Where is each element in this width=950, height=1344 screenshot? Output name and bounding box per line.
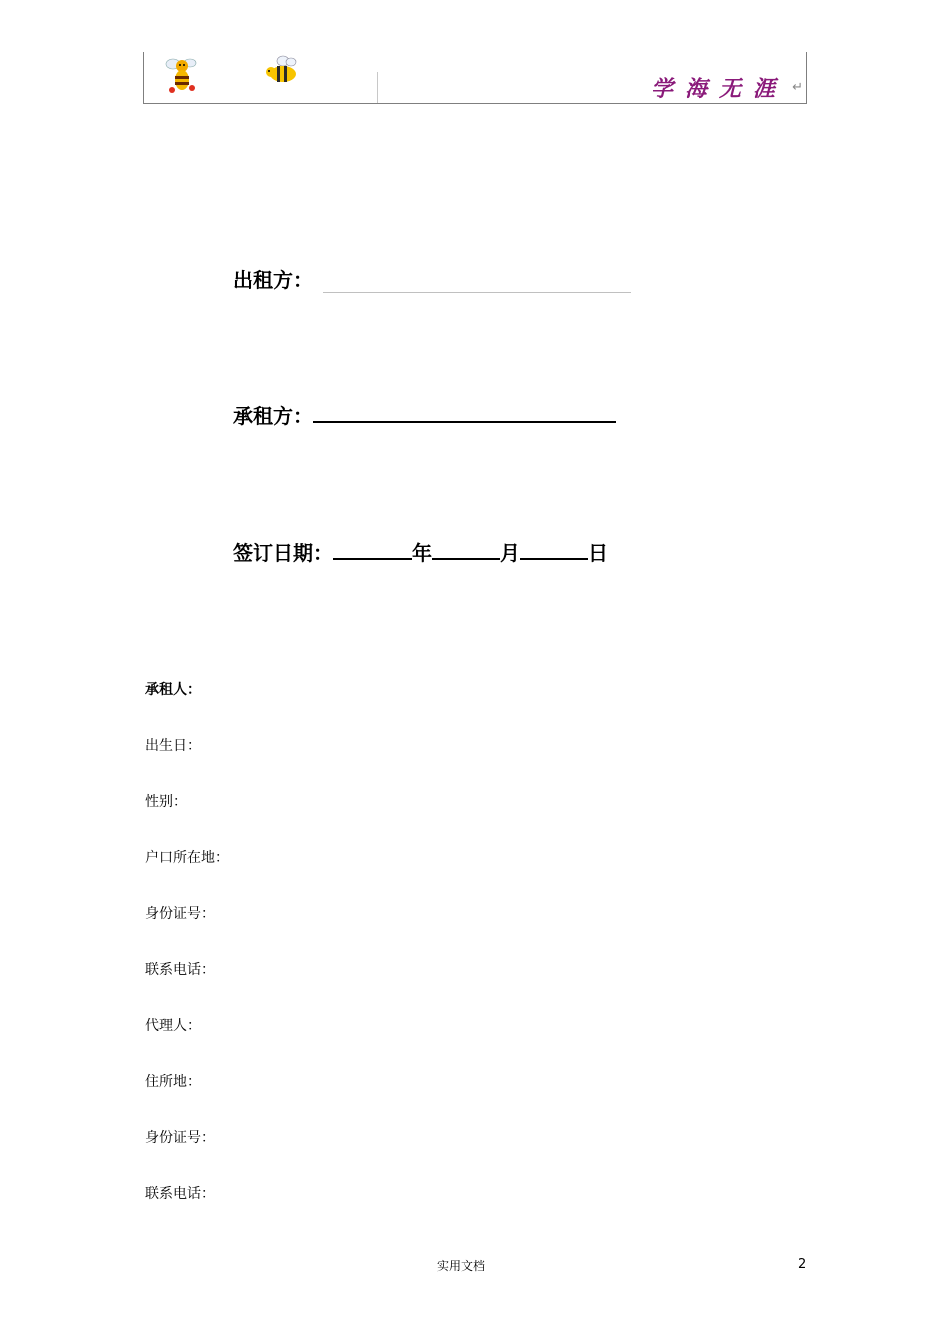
header-left-border: [143, 52, 144, 104]
id-number-field: 身份证号：: [145, 906, 215, 922]
paragraph-mark: ↵: [792, 80, 803, 95]
month-blank: [432, 542, 500, 560]
footer-label: 实用文档: [436, 1259, 485, 1273]
header-right-border: [806, 52, 807, 104]
lessee-label: 承租方：: [233, 404, 313, 428]
page-number: 2: [798, 1257, 807, 1272]
page-header: [143, 52, 807, 104]
lessor-fill-line: [323, 292, 631, 293]
year-label: 年: [412, 541, 432, 565]
header-bottom-border: [143, 103, 807, 104]
birthday-field: 出生日：: [145, 738, 201, 754]
day-blank: [520, 542, 588, 560]
lessee-blank: [313, 405, 616, 423]
lessee-heading: 承租人：: [145, 682, 201, 698]
lessor-label: 出租方：: [233, 268, 313, 292]
header-divider: [377, 72, 378, 104]
phone-field: 联系电话：: [145, 962, 215, 978]
residence-field: 住所地：: [145, 1074, 201, 1090]
bee-mascot-icon: [163, 54, 203, 96]
sign-date-label: 签订日期：: [233, 541, 333, 565]
agent-id-number-field: 身份证号：: [145, 1130, 215, 1146]
lessor-line: [233, 264, 313, 293]
lessee-line: [233, 400, 616, 429]
month-label: 月: [500, 541, 520, 565]
sign-date-line: [233, 537, 608, 566]
bee-icon: [263, 55, 301, 85]
year-blank: [333, 542, 412, 560]
agent-phone-field: 联系电话：: [145, 1186, 215, 1202]
agent-field: 代理人：: [145, 1018, 201, 1034]
day-label: 日: [588, 541, 608, 565]
gender-field: 性别：: [145, 794, 187, 810]
household-location-field: 户口所在地：: [145, 850, 229, 866]
header-motto: 学海无涯: [650, 76, 787, 102]
